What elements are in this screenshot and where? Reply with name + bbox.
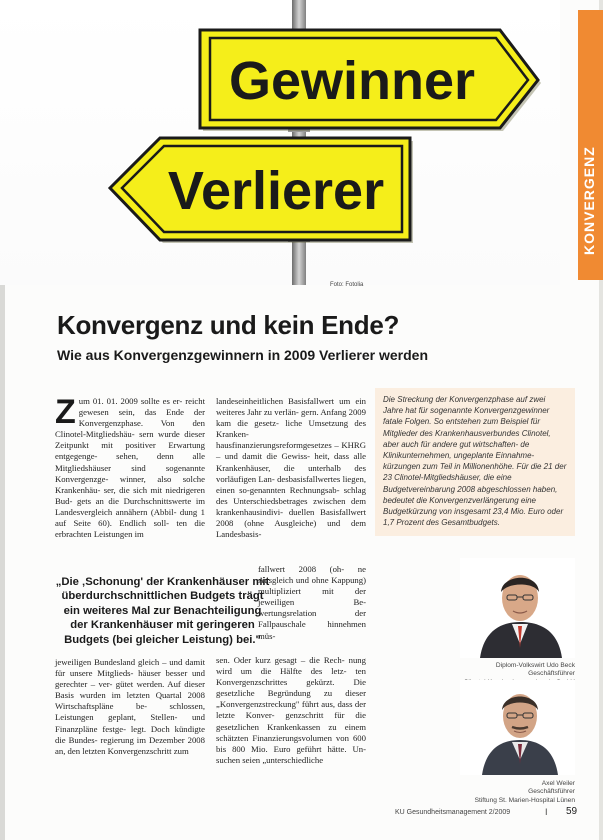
- sign-verlierer: [110, 138, 413, 243]
- portrait-photo-2: [460, 680, 575, 775]
- info-box: [375, 388, 575, 536]
- article-headline: Konvergenz und kein Ende?: [57, 310, 400, 340]
- article-column-1: [55, 393, 205, 540]
- portrait-2-org: Stiftung St. Marien-Hospital Lünen: [474, 796, 575, 804]
- hero-photo: [0, 0, 560, 285]
- article-column-1-continued: [55, 657, 205, 757]
- article-paragraph: um 01. 01. 2009 sollte es er- reicht gewesen sein, das Ende der Konvergenzphase. Von den Clinotel-Mitgliedshäu- sern wurde dieser Zeitpunkt mit positiver Erwartung entgegenge- sehen, denn alle Mitgliedshäuser sind sogenannte Konvergenzge- winner, also solche Krankenhäu- ser, die sich mit niedrigeren Bud- gets an die Durchschnittswerte im Landesvergleich annähern (Abbil- dung 1 auf Seite 60). Endlich soll- ten die erbrachten Leistungen im: [55, 396, 205, 540]
- article-column-2: [216, 396, 366, 540]
- info-box-text: Die Streckung der Konvergenzphase auf zwei Jahre hat für sogenannte Konvergenzgewinner fatale Folgen. So entstehen zum Beispiel für Mitglieder des Krankenhausverbundes Clinotel, aber auch für andere gut wirtschaften- de Klinikunternehmen, ungeplante Einnahme- kürzungen zum Teil in Millionenhöhe. Für die 21 der 23 Clinotel-Mitgliedshäuser, die eine Budgetvereinbarung 2008 abgeschlossen haben, bedeutet die Konvergenzverlängerung eine Budgetkürzung von insgesamt 23,4 Mio. Euro oder 1,7 Prozent des Gesamtbudgets.: [383, 395, 567, 528]
- portrait-2-caption: [395, 780, 575, 805]
- sign-gewinner-text: Gewinner: [228, 51, 476, 111]
- portrait-2-name: Axel Weiler: [541, 780, 575, 787]
- drop-cap: Z: [55, 393, 76, 431]
- section-tab-label: KONVERGENZ: [581, 146, 597, 255]
- portrait-1-role: Geschäftsführer: [528, 670, 575, 678]
- article-paragraph: jeweiligen Bundesland gleich – und damit für unsere Mitglieds- häuser besser und gerechter – ver- gütet werden. Auf dieser Basis wurden im letzten Quartal 2008 Wirtschaftspläne be- schlossen, Leistungen geplant, Stellen- und Finanzpläne festge- legt. Doch kündigte die Bundes- regierung im Dezember 2008 an, den letzten Konvergenzschritt zum: [55, 657, 205, 756]
- article-paragraph: sen. Oder kurz gesagt – die Rech- nung wird um die Hälfte des letz- ten Konvergenzschrittes gekürzt. Die gesetzliche Begründung zu dieser „Konvergenzstreckung" führt aus, dass der letzte Konver- genzschritt für die gesetzlichen Krankenkassen zu einem schätzten Finanzierungsvolumen von 600 bis 800 Mio. Euro geführt hätte. Un- suchen seien „unterschiedliche: [216, 655, 366, 765]
- article-paragraph: landeseinheitlichen Basisfallwert um ein weiteres Jahr zu verlän- gern. Anfang 2009 kam die gesetz- liche Umsetzung des Kranken- hausfinanzierungsreformgesetzes – KHRG – und damit die Gewiss- heit, dass alle Krankenhäuser, die unterhalb des vorläufigen Lan- desbasisfallwertes liegen, einen so-genannten Rechnungsab- schlag des Unterschiedsbetrages zwischen dem krankenhausindivi- duellen Basisfallwert 2008 (ohne Ausgleiche) und dem Landesbasis-: [216, 396, 366, 540]
- footer-separator: I: [545, 807, 548, 817]
- portrait-2-image: [460, 680, 575, 775]
- article-subheadline: Wie aus Konvergenzgewinnern in 2009 Verlierer werden: [57, 347, 429, 363]
- signpost-illustration: [0, 0, 560, 285]
- portrait-1-image: [460, 558, 575, 658]
- sign-verlierer-text: Verlierer: [167, 161, 385, 221]
- footer-publication: KU Gesundheitsmanagement 2/2009: [395, 809, 511, 816]
- page-number: 59: [566, 806, 578, 817]
- article-column-2-continued: [216, 655, 366, 766]
- pull-quote: „Die ‚Schonung' der Krankenhäuser mit überdurchschnittlichen Budgets trägt ein weiteres Mal zur Benachteiligung der Krankenhäuser mit geringeren Budgets (bei gleicher Leistung) bei.": [55, 576, 270, 646]
- portrait-2-role: Geschäftsführer: [528, 788, 575, 796]
- portrait-1-name: Diplom-Volkswirt Udo Beck: [495, 662, 575, 669]
- sign-gewinner: [200, 30, 541, 131]
- article-column-2-wrapped: [258, 564, 366, 642]
- article-paragraph: fallwert 2008 (oh- ne Ausgleich und ohne Kappung) multipliziert mit der jeweiligen Be- wertungsrelation der Fallpauschale hinnehmen müs-: [258, 564, 366, 641]
- photo-credit: Foto: Fotolia: [330, 282, 364, 288]
- portrait-photo-1: [460, 558, 575, 658]
